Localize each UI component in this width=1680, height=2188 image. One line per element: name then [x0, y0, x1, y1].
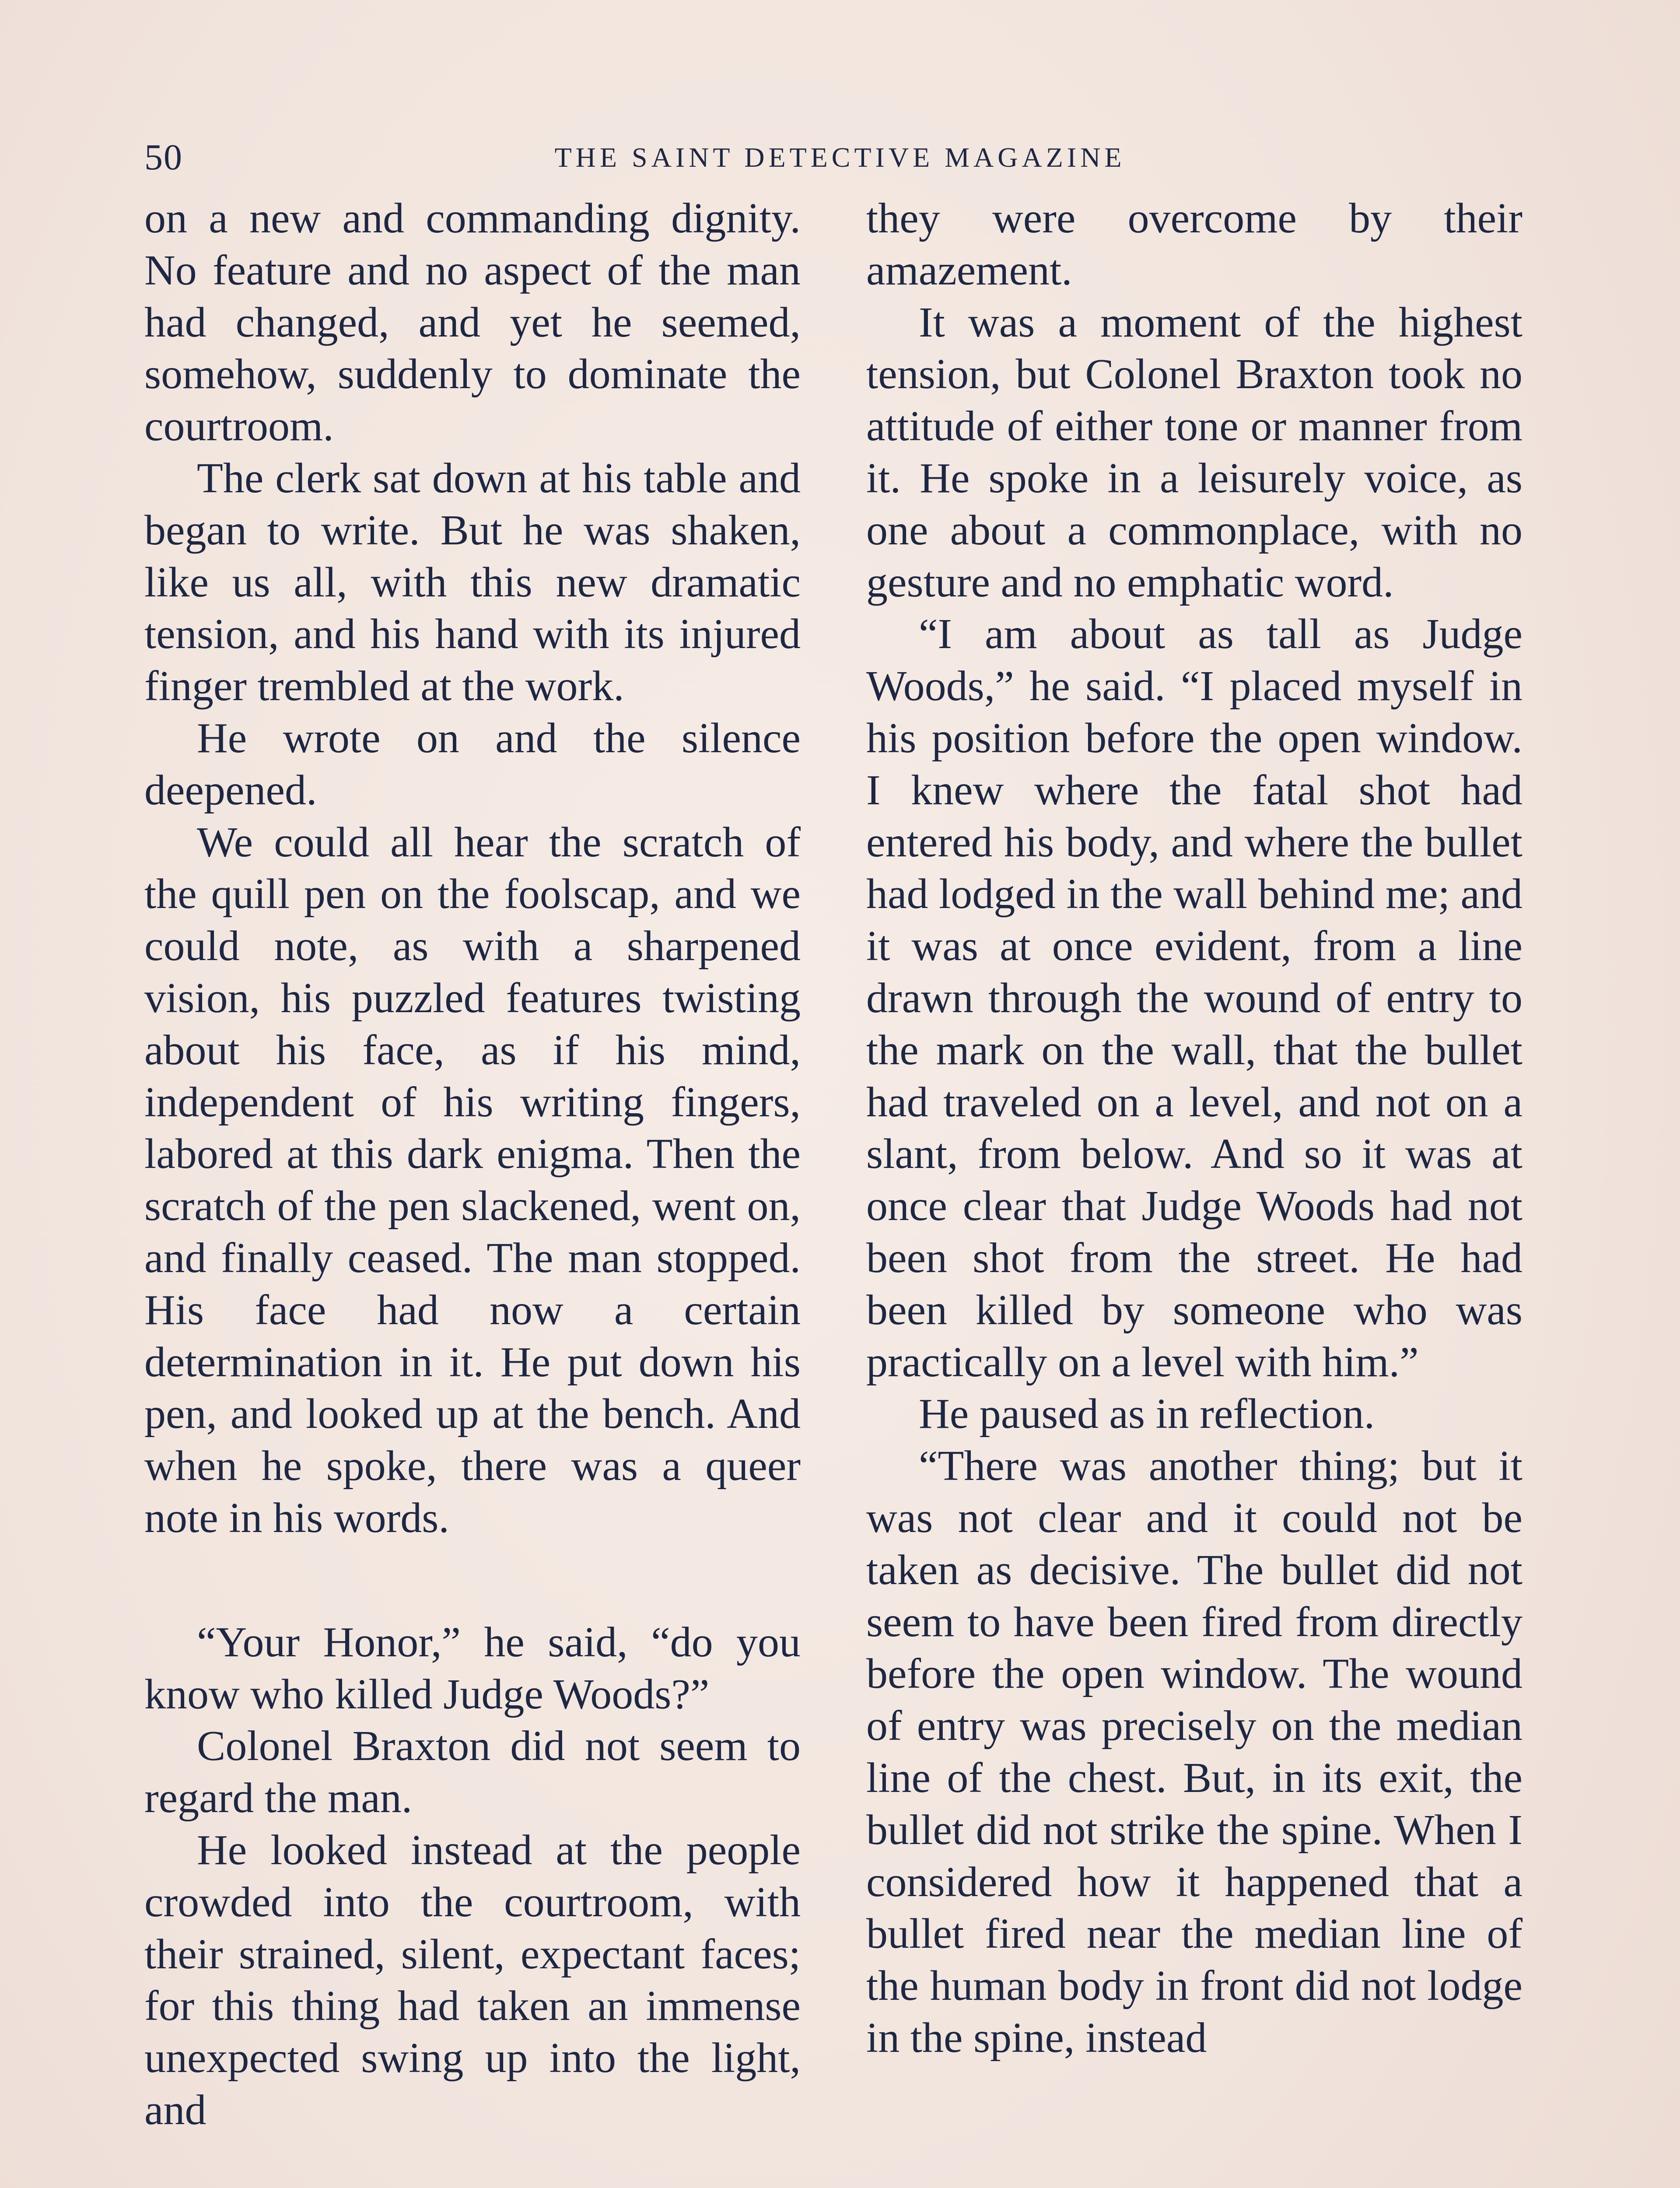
- paragraph: “Your Honor,” he said, “do you know who killed Judge Woods?”: [144, 1618, 801, 1718]
- running-head: THE SAINT DETECTIVE MAGAZINE: [554, 142, 1126, 173]
- paragraph: Colonel Braxton did not seem to regard the man.: [144, 1722, 801, 1822]
- paragraph: on a new and commanding dignity. No feature and no aspect of the man had changed, and yet he seemed, somehow, suddenly to dominate the courtroom.: [144, 195, 801, 450]
- paragraph: He wrote on and the silence deepened.: [144, 714, 801, 814]
- right-column: [866, 193, 1522, 2064]
- paragraph: The clerk sat down at his table and began to write. But he was shaken, like us all, with this new dramatic tension, and his hand with its injured finger trembled at the work.: [144, 454, 801, 710]
- paragraph: “I am about as tall as Judge Woods,” he said. “I placed myself in his position before the open window. I knew where the fatal shot had entered his body, and where the bullet had lodged in the wall behind me; and it was at once evident, from a line drawn through the wound of entry to the mark on the wall, that the bullet had traveled on a level, and not on a slant, from below. And so it was at once clear that Judge Woods had not been shot from the street. He had been killed by someone who was practically on a level with him.”: [866, 610, 1522, 1386]
- section-break: [144, 1544, 801, 1616]
- paragraph: “There was another thing; but it was not clear and it could not be taken as decisive. The bullet did not seem to have been fired from directly before the open window. The wound of entry was precisely on the median line of the chest. But, in its exit, the bullet did not strike the spine. When I considered how it happened that a bullet fired near the median line of the human body in front did not lodge in the spine, instead: [866, 1442, 1522, 2062]
- paragraph: We could all hear the scratch of the quill pen on the foolscap, and we could note, as with a sharpened vision, his puzzled features twisting about his face, as if his mind, independent of his writing fingers, labored at this dark enigma. Then the scratch of the pen slackened, went on, and finally ceased. The man stopped. His face had now a certain determination in it. He put down his pen, and looked up at the bench. And when he spoke, there was a queer note in his words.: [144, 818, 801, 1542]
- left-column: [144, 193, 801, 2136]
- paragraph: they were overcome by their amazement.: [866, 195, 1522, 294]
- page-number: 50: [144, 137, 183, 178]
- page-header: [144, 131, 1536, 184]
- paragraph: It was a moment of the highest tension, but Colonel Braxton took no attitude of either tone or manner from it. He spoke in a leisurely voice, as one about a commonplace, with no gesture and no emphatic word.: [866, 298, 1522, 606]
- paragraph: He paused as in reflection.: [919, 1390, 1375, 1438]
- paragraph: He looked instead at the people crowded into the courtroom, with their strained, silent, expectant faces; for this thing had taken an immense unexpected swing up into the light, and: [144, 1826, 801, 2134]
